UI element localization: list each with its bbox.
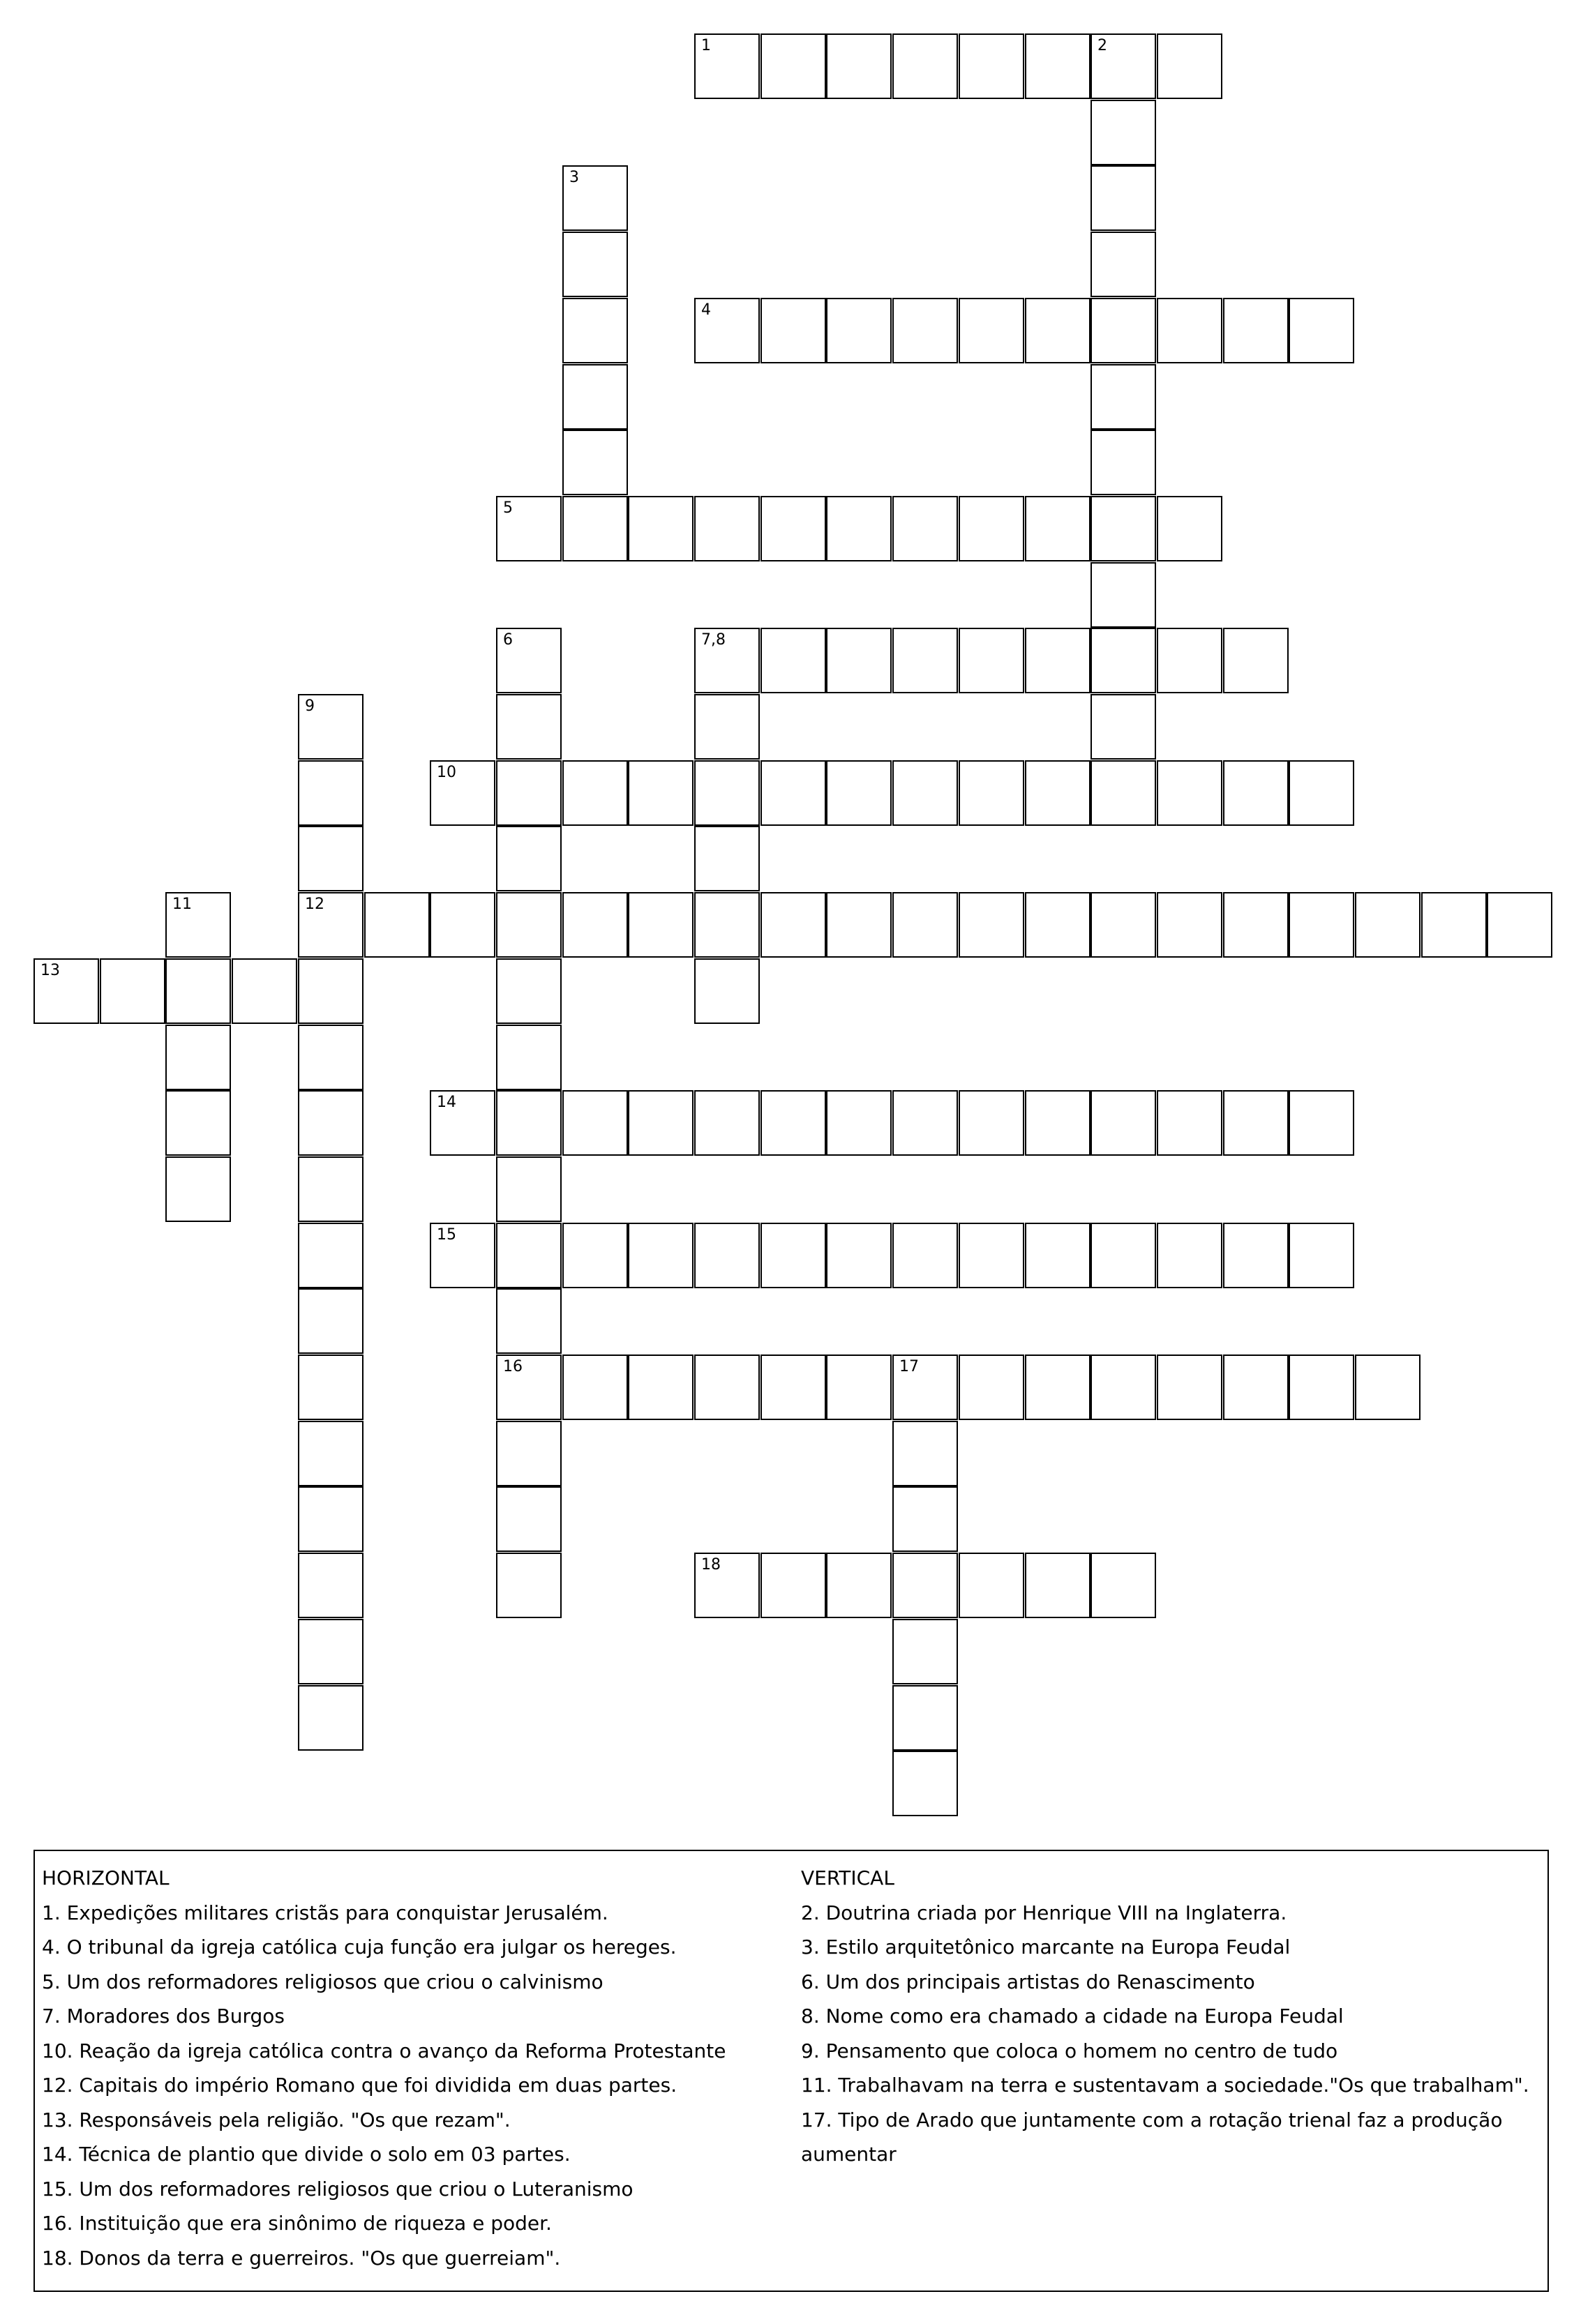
clue-v-9: 9. Pensamento que coloca o homem no centro de tudo bbox=[801, 2039, 1338, 2062]
crossword-cell[interactable] bbox=[628, 496, 694, 561]
clue-v-8: 8. Nome como era chamado a cidade na Europa Feudal bbox=[801, 2005, 1344, 2028]
crossword-cell[interactable] bbox=[430, 760, 495, 826]
crossword-cell[interactable] bbox=[694, 1355, 760, 1420]
crossword-cell[interactable] bbox=[496, 760, 562, 826]
crossword-cell[interactable] bbox=[760, 33, 826, 99]
crossword-cell[interactable] bbox=[959, 1090, 1024, 1156]
crossword-cell[interactable] bbox=[826, 1223, 892, 1288]
clue-v-6: 6. Um dos principais artistas do Renascimento bbox=[801, 1970, 1255, 1993]
crossword-cell[interactable] bbox=[1090, 298, 1156, 363]
crossword-cell[interactable] bbox=[959, 33, 1024, 99]
clue-h-16: 16. Instituição que era sinônimo de riqueza e poder. bbox=[42, 2212, 552, 2235]
crossword-cell[interactable] bbox=[298, 1156, 363, 1222]
crossword-cell[interactable] bbox=[1090, 628, 1156, 693]
crossword-cell[interactable] bbox=[760, 496, 826, 561]
clue-number: 18 bbox=[701, 1556, 721, 1574]
crossword-cell[interactable] bbox=[496, 1421, 562, 1486]
crossword-cell[interactable] bbox=[694, 958, 760, 1024]
crossword-cell[interactable] bbox=[892, 1486, 958, 1552]
crossword-cell[interactable] bbox=[892, 1090, 958, 1156]
clue-v-2: 2. Doutrina criada por Henrique VIII na Inglaterra. bbox=[801, 1901, 1287, 1924]
crossword-cell[interactable] bbox=[1289, 760, 1354, 826]
clue-h-7: 7. Moradores dos Burgos bbox=[42, 2005, 285, 2028]
crossword-cell[interactable] bbox=[496, 958, 562, 1024]
crossword-cell[interactable] bbox=[1223, 628, 1289, 693]
crossword-cell[interactable] bbox=[496, 496, 562, 561]
crossword-cell[interactable] bbox=[959, 760, 1024, 826]
crossword-cell[interactable] bbox=[1223, 1355, 1289, 1420]
crossword-cell[interactable] bbox=[1025, 1090, 1090, 1156]
crossword-cell[interactable] bbox=[1157, 760, 1222, 826]
crossword-cell[interactable] bbox=[1223, 892, 1289, 958]
crossword-cell[interactable] bbox=[232, 958, 297, 1024]
crossword-cell[interactable] bbox=[760, 760, 826, 826]
clue-h-5: 5. Um dos reformadores religiosos que criou o calvinismo bbox=[42, 1970, 604, 1993]
crossword-cell[interactable] bbox=[628, 1090, 694, 1156]
clue-number: 13 bbox=[40, 962, 60, 979]
crossword-cell[interactable] bbox=[959, 298, 1024, 363]
crossword-cell[interactable] bbox=[298, 760, 363, 826]
crossword-cell[interactable] bbox=[760, 1223, 826, 1288]
clue-number: 4 bbox=[701, 301, 711, 319]
crossword-cell[interactable] bbox=[430, 1090, 495, 1156]
crossword-cell[interactable] bbox=[1157, 892, 1222, 958]
crossword-cell[interactable] bbox=[959, 628, 1024, 693]
crossword-cell[interactable] bbox=[562, 298, 628, 363]
crossword-cell[interactable] bbox=[1025, 1223, 1090, 1288]
crossword-cell[interactable] bbox=[1355, 1355, 1421, 1420]
crossword-cell[interactable] bbox=[364, 892, 430, 958]
crossword-cell[interactable] bbox=[1025, 628, 1090, 693]
crossword-cell[interactable] bbox=[892, 1751, 958, 1816]
crossword-cell[interactable] bbox=[430, 1223, 495, 1288]
crossword-cell[interactable] bbox=[1090, 694, 1156, 760]
crossword-cell[interactable] bbox=[496, 1223, 562, 1288]
crossword-cell[interactable] bbox=[694, 760, 760, 826]
crossword-cell[interactable] bbox=[1090, 496, 1156, 561]
crossword-cell[interactable] bbox=[298, 694, 363, 760]
crossword-cell[interactable] bbox=[298, 1090, 363, 1156]
crossword-cell[interactable] bbox=[496, 1025, 562, 1090]
clue-number: 5 bbox=[503, 499, 513, 517]
crossword-cell[interactable] bbox=[1223, 760, 1289, 826]
clue-number: 15 bbox=[437, 1226, 456, 1244]
crossword-cell[interactable] bbox=[496, 1553, 562, 1618]
clue-number: 11 bbox=[172, 896, 192, 913]
crossword-cell[interactable] bbox=[1157, 628, 1222, 693]
crossword-cell[interactable] bbox=[892, 1619, 958, 1684]
clue-number: 6 bbox=[503, 631, 513, 649]
crossword-cell[interactable] bbox=[430, 892, 495, 958]
crossword-cell[interactable] bbox=[496, 1355, 562, 1420]
crossword-cell[interactable] bbox=[298, 1025, 363, 1090]
crossword-cell[interactable] bbox=[1355, 892, 1421, 958]
crossword-cell[interactable] bbox=[826, 1553, 892, 1618]
crossword-cell[interactable] bbox=[1289, 1090, 1354, 1156]
crossword-cell[interactable] bbox=[1487, 892, 1552, 958]
clue-number: 9 bbox=[305, 697, 315, 715]
clue-number: 16 bbox=[503, 1358, 523, 1375]
crossword-cell[interactable] bbox=[1157, 298, 1222, 363]
crossword-cell[interactable] bbox=[1090, 1223, 1156, 1288]
crossword-cell[interactable] bbox=[959, 892, 1024, 958]
crossword-cell[interactable] bbox=[1025, 1553, 1090, 1618]
crossword-cell[interactable] bbox=[694, 1090, 760, 1156]
crossword-cell[interactable] bbox=[760, 298, 826, 363]
crossword-cell[interactable] bbox=[1090, 33, 1156, 99]
crossword-cell[interactable] bbox=[1421, 892, 1487, 958]
crossword-cell[interactable] bbox=[959, 1553, 1024, 1618]
crossword-cell[interactable] bbox=[1157, 1090, 1222, 1156]
clue-h-13: 13. Responsáveis pela religião. "Os que rezam". bbox=[42, 2108, 511, 2131]
crossword-cell[interactable] bbox=[496, 628, 562, 693]
crossword-cell[interactable] bbox=[628, 1223, 694, 1288]
crossword-cell[interactable] bbox=[892, 892, 958, 958]
crossword-cell[interactable] bbox=[562, 1090, 628, 1156]
clue-h-4: 4. O tribunal da igreja católica cuja função era julgar os hereges. bbox=[42, 1936, 677, 1959]
clue-number: 1 bbox=[701, 37, 711, 54]
crossword-cell[interactable] bbox=[562, 232, 628, 297]
clue-v-3: 3. Estilo arquitetônico marcante na Europa Feudal bbox=[801, 1936, 1291, 1959]
crossword-cell[interactable] bbox=[892, 1223, 958, 1288]
crossword-cell[interactable] bbox=[760, 628, 826, 693]
crossword-cell[interactable] bbox=[892, 298, 958, 363]
crossword-cell[interactable] bbox=[562, 892, 628, 958]
clue-h-10: 10. Reação da igreja católica contra o avanço da Reforma Protestante bbox=[42, 2039, 726, 2062]
crossword-cell[interactable] bbox=[826, 33, 892, 99]
crossword-cell[interactable] bbox=[892, 760, 958, 826]
crossword-cell[interactable] bbox=[298, 1355, 363, 1420]
crossword-cell[interactable] bbox=[33, 958, 99, 1024]
crossword-cell[interactable] bbox=[826, 496, 892, 561]
crossword-cell[interactable] bbox=[1090, 892, 1156, 958]
crossword-cell[interactable] bbox=[959, 1355, 1024, 1420]
crossword-cell[interactable] bbox=[1090, 760, 1156, 826]
crossword-cell[interactable] bbox=[1090, 364, 1156, 430]
crossword-cell[interactable] bbox=[1025, 892, 1090, 958]
crossword-cell[interactable] bbox=[1289, 892, 1354, 958]
clue-h-15: 15. Um dos reformadores religiosos que criou o Luteranismo bbox=[42, 2177, 634, 2201]
crossword-cell[interactable] bbox=[298, 1223, 363, 1288]
crossword-cell[interactable] bbox=[694, 628, 760, 693]
clue-number: 2 bbox=[1097, 37, 1107, 54]
crossword-cell[interactable] bbox=[694, 496, 760, 561]
crossword-cell[interactable] bbox=[165, 1090, 231, 1156]
crossword-cell[interactable] bbox=[1157, 496, 1222, 561]
clue-v-11: 11. Trabalhavam na terra e sustentavam a sociedade."Os que trabalham". bbox=[801, 2074, 1529, 2097]
crossword-cell[interactable] bbox=[694, 33, 760, 99]
crossword-cell[interactable] bbox=[562, 430, 628, 495]
crossword-cell[interactable] bbox=[1289, 1355, 1354, 1420]
clue-number: 14 bbox=[437, 1094, 456, 1111]
crossword-cell[interactable] bbox=[1025, 298, 1090, 363]
clue-h-18: 18. Donos da terra e guerreiros. "Os que guerreiam". bbox=[42, 2246, 561, 2270]
crossword-cell[interactable] bbox=[298, 1685, 363, 1751]
crossword-cell[interactable] bbox=[628, 892, 694, 958]
clues-box bbox=[33, 1850, 1549, 2292]
crossword-cell[interactable] bbox=[760, 892, 826, 958]
crossword-cell[interactable] bbox=[165, 892, 231, 958]
crossword-cell[interactable] bbox=[496, 1288, 562, 1354]
crossword-cell[interactable] bbox=[892, 1685, 958, 1751]
crossword-cell[interactable] bbox=[1157, 1355, 1222, 1420]
crossword-cell[interactable] bbox=[694, 298, 760, 363]
crossword-cell[interactable] bbox=[959, 1223, 1024, 1288]
crossword-cell[interactable] bbox=[826, 1090, 892, 1156]
crossword-cell[interactable] bbox=[1090, 1553, 1156, 1618]
crossword-cell[interactable] bbox=[1223, 1090, 1289, 1156]
crossword-cell[interactable] bbox=[1157, 33, 1222, 99]
horizontal-title: HORIZONTAL bbox=[42, 1866, 170, 1889]
crossword-cell[interactable] bbox=[496, 826, 562, 891]
crossword-cell[interactable] bbox=[760, 1355, 826, 1420]
crossword-cell[interactable] bbox=[496, 1156, 562, 1222]
clue-v-17: 17. Tipo de Arado que juntamente com a rotação trienal faz a produção aumentar bbox=[801, 2108, 1503, 2166]
vertical-title: VERTICAL bbox=[801, 1866, 894, 1889]
crossword-cell[interactable] bbox=[892, 33, 958, 99]
crossword-cell[interactable] bbox=[165, 958, 231, 1024]
horizontal-clues bbox=[42, 1861, 781, 2275]
clue-number: 10 bbox=[437, 764, 456, 781]
crossword-cell[interactable] bbox=[165, 1025, 231, 1090]
crossword-cell[interactable] bbox=[892, 496, 958, 561]
clue-number: 3 bbox=[569, 169, 579, 186]
crossword-cell[interactable] bbox=[1025, 33, 1090, 99]
crossword-cell[interactable] bbox=[496, 892, 562, 958]
crossword-cell[interactable] bbox=[562, 364, 628, 430]
crossword-cell[interactable] bbox=[100, 958, 165, 1024]
crossword-cell[interactable] bbox=[1289, 298, 1354, 363]
crossword-cell[interactable] bbox=[760, 1553, 826, 1618]
crossword-cell[interactable] bbox=[165, 1156, 231, 1222]
clue-h-14: 14. Técnica de plantio que divide o solo em 03 partes. bbox=[42, 2143, 571, 2166]
crossword-cell[interactable] bbox=[562, 760, 628, 826]
crossword-cell[interactable] bbox=[562, 1355, 628, 1420]
crossword-cell[interactable] bbox=[628, 760, 694, 826]
crossword-cell[interactable] bbox=[892, 628, 958, 693]
crossword-cell[interactable] bbox=[826, 628, 892, 693]
crossword-cell[interactable] bbox=[298, 1553, 363, 1618]
crossword-cell[interactable] bbox=[826, 760, 892, 826]
crossword-cell[interactable] bbox=[298, 958, 363, 1024]
crossword-cell[interactable] bbox=[298, 826, 363, 891]
crossword-cell[interactable] bbox=[496, 1090, 562, 1156]
crossword-cell[interactable] bbox=[1223, 298, 1289, 363]
crossword-cell[interactable] bbox=[826, 298, 892, 363]
crossword-cell[interactable] bbox=[1090, 430, 1156, 495]
crossword-cell[interactable] bbox=[496, 1486, 562, 1552]
crossword-cell[interactable] bbox=[892, 1421, 958, 1486]
crossword-cell[interactable] bbox=[694, 892, 760, 958]
crossword-cell[interactable] bbox=[562, 165, 628, 231]
crossword-cell[interactable] bbox=[1090, 232, 1156, 297]
crossword-cell[interactable] bbox=[298, 1619, 363, 1684]
crossword-cell[interactable] bbox=[1090, 165, 1156, 231]
clue-number: 12 bbox=[305, 896, 324, 913]
crossword-cell[interactable] bbox=[1025, 496, 1090, 561]
crossword-cell[interactable] bbox=[562, 496, 628, 561]
crossword-cell[interactable] bbox=[959, 496, 1024, 561]
crossword-cell[interactable] bbox=[826, 1355, 892, 1420]
crossword-cell[interactable] bbox=[1090, 100, 1156, 165]
crossword-cell[interactable] bbox=[892, 1553, 958, 1618]
crossword-cell[interactable] bbox=[1090, 562, 1156, 628]
clue-number: 17 bbox=[899, 1358, 919, 1375]
crossword-cell[interactable] bbox=[1090, 1090, 1156, 1156]
crossword-cell[interactable] bbox=[892, 1355, 958, 1420]
crossword-cell[interactable] bbox=[1157, 1223, 1222, 1288]
crossword-cell[interactable] bbox=[562, 1223, 628, 1288]
crossword-cell[interactable] bbox=[1090, 1355, 1156, 1420]
crossword-cell[interactable] bbox=[496, 694, 562, 760]
crossword-cell[interactable] bbox=[694, 1223, 760, 1288]
crossword-cell[interactable] bbox=[1025, 760, 1090, 826]
crossword-cell[interactable] bbox=[298, 1486, 363, 1552]
crossword-cell[interactable] bbox=[694, 1553, 760, 1618]
crossword-cell[interactable] bbox=[298, 1288, 363, 1354]
crossword-cell[interactable] bbox=[1289, 1223, 1354, 1288]
crossword-cell[interactable] bbox=[1025, 1355, 1090, 1420]
crossword-cell[interactable] bbox=[694, 694, 760, 760]
clue-number: 7,8 bbox=[701, 631, 726, 649]
crossword-cell[interactable] bbox=[298, 1421, 363, 1486]
clue-h-1: 1. Expedições militares cristãs para conquistar Jerusalém. bbox=[42, 1901, 608, 1924]
crossword-cell[interactable] bbox=[760, 1090, 826, 1156]
crossword-cell[interactable] bbox=[628, 1355, 694, 1420]
crossword-cell[interactable] bbox=[826, 892, 892, 958]
vertical-clues bbox=[801, 1861, 1541, 2172]
crossword-cell[interactable] bbox=[1223, 1223, 1289, 1288]
crossword-cell[interactable] bbox=[694, 826, 760, 891]
crossword-cell[interactable] bbox=[298, 892, 363, 958]
clue-h-12: 12. Capitais do império Romano que foi dividida em duas partes. bbox=[42, 2074, 677, 2097]
